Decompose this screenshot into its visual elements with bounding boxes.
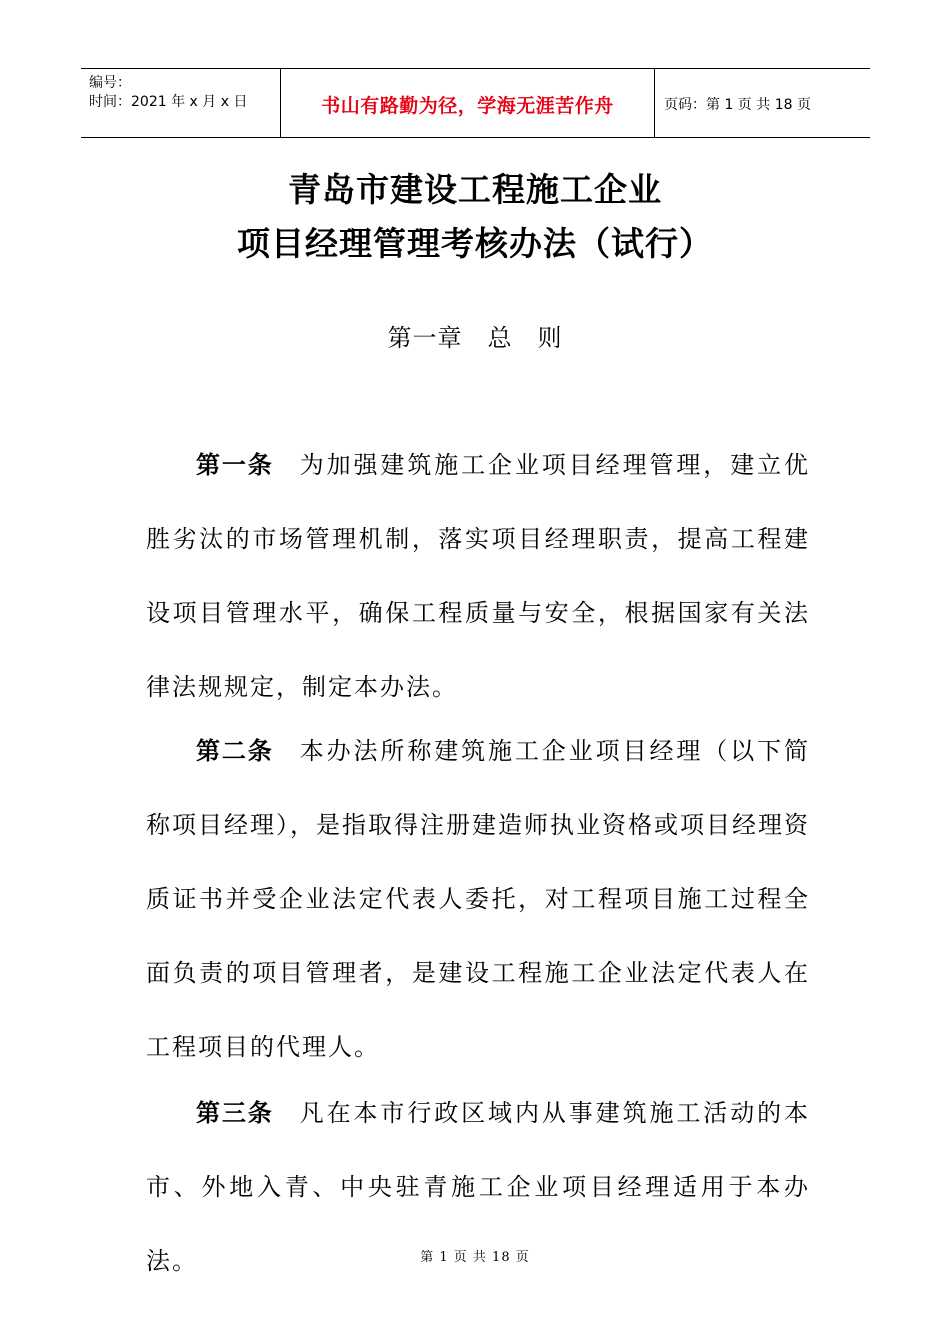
article-paragraph <box>146 714 810 1084</box>
document-title-line-1: 青岛市建设工程施工企业 <box>288 170 662 209</box>
document-number-label: 编号： <box>89 75 131 91</box>
header-table <box>81 68 870 138</box>
document-title-line-2: 项目经理管理考核办法（试行） <box>237 224 713 263</box>
document-time-label: 时间：2021 年 x 月 x 日 <box>89 94 248 110</box>
chapter-heading: 第一章 总 则 <box>387 324 563 352</box>
header-info-cell <box>81 69 280 137</box>
article-text: 凡在本市行政区域内从事建筑施工活动的本市、外地入青、中央驻青施工企业项目经理适用于本办法。 <box>146 1099 811 1275</box>
header-motto: 书山有路勤为径，学海无涯苦作舟 <box>321 95 614 117</box>
article-number: 第二条 <box>196 737 274 765</box>
article-number: 第三条 <box>196 1099 274 1127</box>
header-page-label: 页码：第 1 页 共 18 页 <box>664 97 811 113</box>
page-footer: 第 1 页 共 18 页 <box>420 1250 530 1265</box>
article-text: 为加强建筑施工企业项目经理管理，建立优胜劣汰的市场管理机制，落实项目经理职责，提高工程建设项目管理水平，确保工程质量与安全，根据国家有关法律法规规定，制定本办法。 <box>146 451 811 701</box>
article-text: 本办法所称建筑施工企业项目经理（以下简称项目经理），是指取得注册建造师执业资格或项目经理资质证书并受企业法定代表人委托，对工程项目施工过程全面负责的项目管理者，是建设工程施工企业法定代表人在工程项目的代理人。 <box>146 737 811 1061</box>
article-paragraph <box>146 428 810 724</box>
header-page-cell <box>654 69 870 137</box>
header-motto-cell <box>280 69 655 137</box>
article-number: 第一条 <box>196 451 274 479</box>
